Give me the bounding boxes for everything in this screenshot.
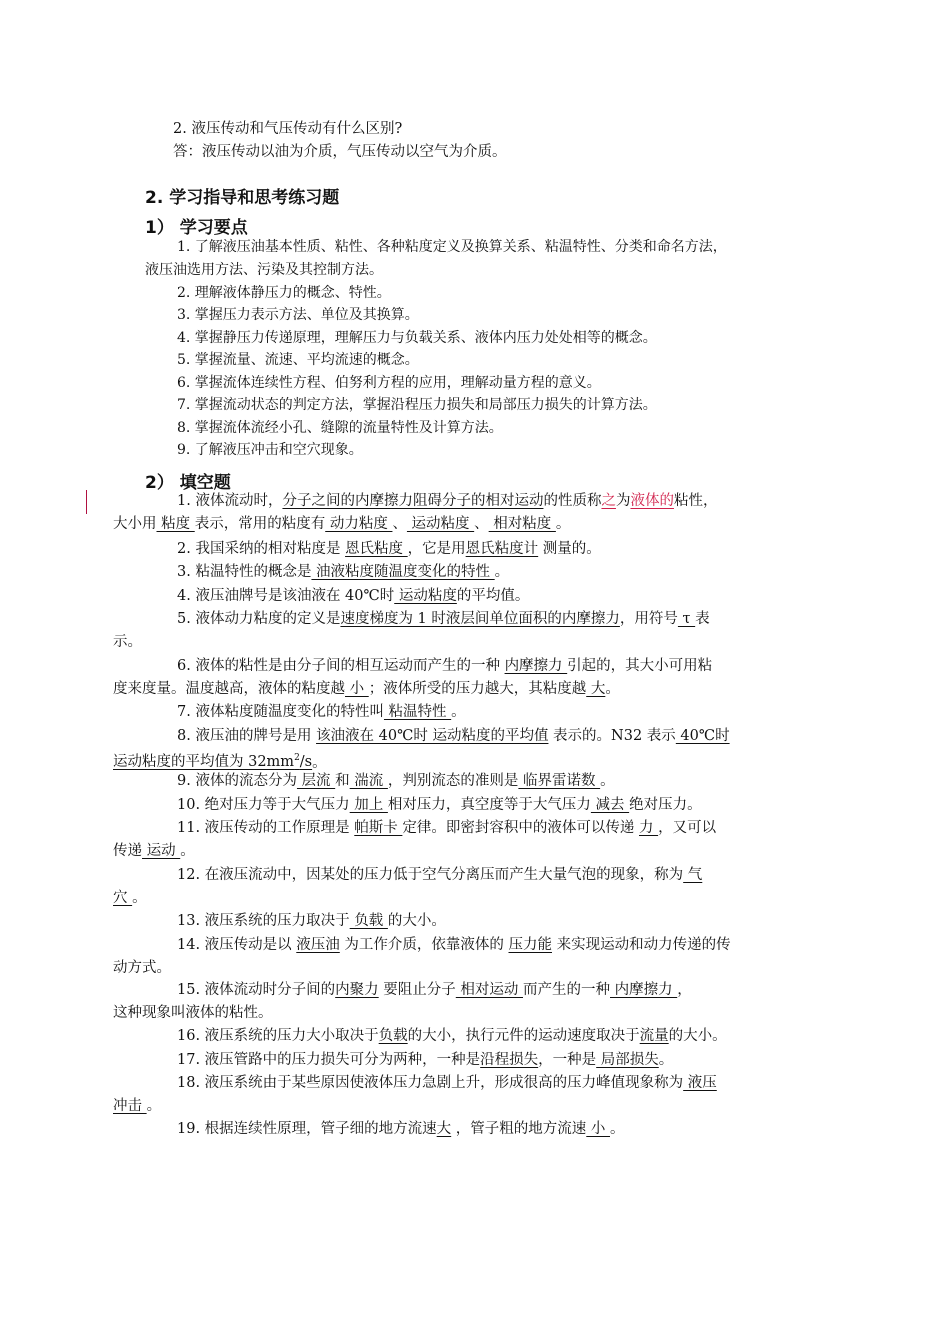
text-segment: 的平均值。: [456, 588, 530, 604]
fill-question-19: [145, 1118, 805, 1141]
text-segment: ，用符号: [619, 611, 678, 627]
text-cursor: [86, 490, 87, 514]
text-segment: 示。: [113, 633, 142, 650]
text-segment: 大: [586, 680, 606, 697]
list-item: 2. 理解液体静压力的概念、特性。: [177, 285, 391, 301]
text-segment: 5. 液体动力粘度的定义是: [177, 611, 341, 627]
list-item: 7. 掌握流动状态的判定方法，掌握沿程压力损失和局部压力损失的计算方法。: [177, 397, 657, 413]
text-segment: 速度梯度为 1 时液层间单位面积的内摩擦力: [340, 611, 620, 627]
text-segment: 内摩擦力: [504, 658, 568, 674]
text-segment: 流量: [639, 1028, 669, 1044]
text-segment: 穴: [113, 889, 133, 906]
text-segment: 绝对压力。: [629, 797, 702, 813]
text-segment: 该油液在 40℃时 运动粘度的平均值: [316, 728, 549, 744]
text-segment: 。: [494, 564, 510, 580]
fill-question-8: [113, 725, 805, 774]
text-segment: 12. 在液压流动中，因某处的压力低于空气分离压而产生大量气泡的现象，称为: [177, 867, 684, 883]
text-segment: 液压: [683, 1075, 717, 1091]
text-segment: 粘度: [156, 515, 195, 532]
fill-question-9: [145, 770, 805, 793]
list-item: 8. 掌握流体流经小孔、缝隙的流量特性及计算方法。: [177, 420, 503, 436]
text-segment: 6. 液体的粘性是由分子间的相互运动而产生的一种: [177, 658, 505, 674]
text-segment: 16. 液压系统的压力大小取决于: [177, 1028, 379, 1044]
text-segment: 沿程损失: [480, 1052, 539, 1068]
text-segment: 而产生的一种: [523, 982, 610, 998]
section-title: 2. 学习指导和思考练习题: [145, 188, 340, 208]
text-segment: 液压油: [296, 937, 340, 953]
text-segment: 40℃时: [675, 728, 730, 744]
text-segment: 表: [695, 611, 710, 627]
text-segment: 小: [586, 1121, 610, 1137]
fill-question-16: [145, 1025, 805, 1048]
text-segment: /s: [299, 754, 313, 771]
text-segment: 的大小，执行元件的运动速度取决于: [407, 1028, 640, 1044]
subsection-fill-blanks: 2） 填空题: [145, 473, 231, 493]
list-item: 6. 掌握流体连续性方程、伯努利方程的应用，理解动量方程的意义。: [177, 375, 601, 391]
text-segment: 度来度量。温度越高，液体的粘度越: [113, 680, 345, 697]
text-segment: 动力粘度: [325, 515, 393, 532]
list-item: 9. 了解液压冲击和空穴现象。: [177, 442, 363, 458]
text-segment: 负载: [378, 1028, 408, 1044]
text-segment: 的大小。: [387, 913, 446, 929]
text-segment: 。: [312, 754, 327, 771]
text-segment: 17. 液压管路中的压力损失可分为两种，一种是: [177, 1052, 481, 1068]
text-segment: 。: [146, 1097, 162, 1114]
list-item: 1. 了解液压油基本性质、粘性、各种粘度定义及换算关系、粘温特性、分类和命名方法，: [177, 239, 727, 255]
text-segment: 表示的。N32 表示: [548, 728, 676, 744]
text-segment: 运动粘度: [394, 588, 457, 604]
fill-question-12: [113, 864, 805, 909]
text-segment: 内聚力: [335, 982, 379, 998]
text-segment: 恩氏粘度: [345, 541, 408, 557]
text-segment: 19. 根据连续性原理，管子细的地方流速: [177, 1121, 437, 1137]
text-segment: 临界雷诺数: [518, 773, 601, 789]
text-segment: 2. 我国采纳的相对粘度是: [177, 541, 346, 557]
fill-question-14: [113, 934, 805, 979]
text-segment: 。: [658, 1052, 674, 1068]
text-segment: ，判别流态的准则是: [387, 773, 519, 789]
text-segment: 的大小。: [668, 1028, 727, 1044]
text-segment: 湍流: [349, 773, 388, 789]
list-item: 3. 掌握压力表示方法、单位及其换算。: [177, 307, 419, 323]
text-segment: 恩氏粘度计: [465, 541, 539, 557]
text-segment: 8. 液压油的牌号是用: [177, 728, 317, 744]
text-segment: 帕斯卡: [354, 820, 403, 836]
text-segment: 负载: [349, 913, 388, 929]
text-segment: 、: [474, 515, 489, 532]
text-segment: 11. 液压传动的工作原理是: [177, 820, 355, 836]
text-segment: 。: [605, 680, 620, 697]
fill-question-10: [145, 794, 805, 817]
fill-question-11: [113, 817, 805, 862]
text-segment: 运动粘度的平均值为 32mm: [113, 754, 295, 771]
list-item: 5. 掌握流量、流速、平均流速的概念。: [177, 352, 419, 368]
text-segment: ；液体所受的压力越大，其粘度越: [368, 680, 587, 697]
text-segment: 。: [555, 515, 571, 532]
text-segment: 小: [345, 680, 369, 697]
fill-question-7: [145, 701, 805, 724]
text-segment: 大小用: [113, 515, 157, 532]
text-segment: 9. 液体的流态分为: [177, 773, 297, 789]
text-segment: 14. 液压传动是以: [177, 937, 297, 953]
text-segment: 18. 液压系统由于某些原因使液体压力急剧上升，形成很高的压力峰值现象称为: [177, 1075, 684, 1091]
text-segment: 的性质称: [543, 493, 602, 509]
text-segment: 力: [639, 820, 659, 836]
text-segment: 运动: [142, 842, 181, 859]
fill-question-2: [145, 538, 805, 561]
text-segment: ，管子粗的地方流速: [451, 1121, 587, 1137]
text-segment: 分子之间的内摩擦力阻碍分子的相对运动: [282, 493, 544, 509]
list-item: 液压油选用方法、污染及其控制方法。: [145, 262, 383, 278]
text-segment: 测量的。: [538, 541, 601, 557]
text-segment: 3. 粘温特性的概念是: [177, 564, 312, 580]
text-segment: ，一种是: [538, 1052, 597, 1068]
text-segment: 粘性，: [673, 493, 718, 509]
fill-question-6: [113, 655, 805, 700]
text-segment: 13. 液压系统的压力取决于: [177, 913, 350, 929]
text-segment: 运动粘度: [406, 515, 475, 532]
text-segment: 之: [601, 493, 616, 509]
text-segment: 、: [392, 515, 407, 532]
text-segment: 15. 液体流动时分子间的: [177, 982, 336, 998]
fill-question-15: [113, 979, 805, 1024]
text-segment: 冲击: [113, 1097, 147, 1114]
text-segment: 层流: [296, 773, 336, 789]
text-segment: 为工作介质，依靠液体的: [339, 937, 509, 953]
answer-text: 答：液压传动以油为介质，气压传动以空气为介质。: [173, 144, 507, 160]
text-segment: 表示，常用的粘度有: [194, 515, 326, 532]
text-segment: 液体的: [630, 493, 674, 509]
text-segment: 压力能: [508, 937, 552, 953]
question-2: [145, 118, 805, 141]
text-segment: 7. 液体粘度随温度变化的特性叫: [177, 704, 384, 720]
text-segment: 。: [451, 704, 466, 720]
text-segment: 这种现象叫液体的粘性。: [113, 1004, 273, 1021]
text-segment: 2: [294, 753, 300, 764]
text-segment: 油液粘度随温度变化的特性: [311, 564, 495, 580]
text-segment: 4. 液压油牌号是该油液在 40℃时: [177, 588, 395, 604]
fill-question-1: [113, 490, 805, 535]
text-segment: ，: [677, 982, 692, 998]
text-segment: 1. 液体流动时，: [177, 493, 283, 509]
text-segment: 相对运动: [455, 982, 523, 998]
text-segment: 。: [132, 889, 147, 906]
fill-question-5: [113, 608, 805, 653]
answer-2: [145, 141, 805, 164]
text-segment: 引起的，其大小可用粘: [567, 658, 713, 674]
text-segment: 和: [335, 773, 350, 789]
text-segment: 局部损失: [596, 1052, 659, 1068]
text-segment: 加上: [349, 797, 388, 813]
text-segment: 定律。即密封容积中的液体可以传递: [402, 820, 639, 836]
fill-question-3: [145, 561, 805, 584]
text-segment: 动方式。: [113, 959, 171, 976]
text-segment: 气: [683, 867, 703, 883]
text-segment: 大: [436, 1121, 452, 1137]
fill-question-13: [145, 910, 805, 933]
text-segment: 内摩擦力: [610, 982, 678, 998]
text-segment: 粘温特性: [383, 704, 452, 720]
text-segment: 相对压力，真空度等于大气压力: [387, 797, 591, 813]
text-segment: 来实现运动和动力传递的传: [552, 937, 731, 953]
fill-question-4: [145, 585, 805, 608]
text-segment: 要阻止分子: [378, 982, 456, 998]
text-segment: 。: [180, 842, 195, 859]
text-segment: τ: [677, 611, 696, 627]
list-item: 4. 掌握静压力传递原理，理解压力与负载关系、液体内压力处处相等的概念。: [177, 330, 657, 346]
text-segment: 为: [615, 493, 631, 509]
text-segment: ，它是用: [407, 541, 466, 557]
fill-question-17: [145, 1049, 805, 1072]
question-text: 2. 液压传动和气压传动有什么区别?: [173, 121, 403, 137]
fill-question-18: [113, 1072, 805, 1117]
text-segment: 传递: [113, 842, 142, 859]
text-segment: 减去: [590, 797, 630, 813]
text-segment: ，又可以: [658, 820, 717, 836]
text-segment: 。: [600, 773, 615, 789]
text-segment: 10. 绝对压力等于大气压力: [177, 797, 350, 813]
text-segment: 相对粘度: [488, 515, 556, 532]
subsection-study-points: 1） 学习要点: [145, 218, 248, 238]
text-segment: 。: [610, 1121, 625, 1137]
